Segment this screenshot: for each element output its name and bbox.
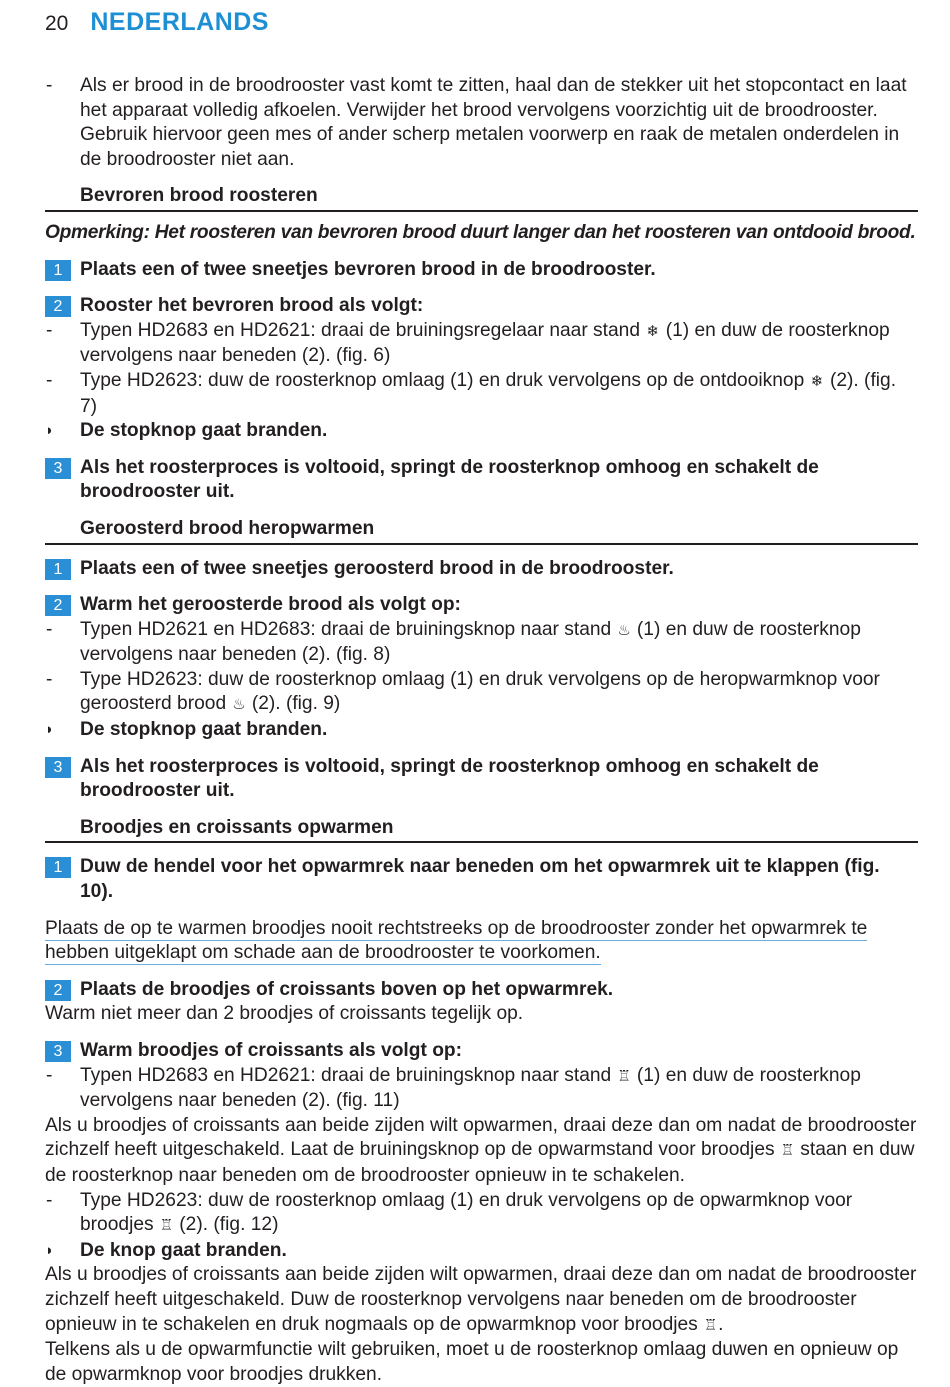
section-heading-buns: Broodjes en croissants opwarmen <box>45 816 918 844</box>
language-title: NEDERLANDS <box>90 8 269 36</box>
step-number: 3 <box>45 1041 71 1062</box>
step-text: Plaats een of twee sneetjes bevroren brood in de broodrooster. <box>80 258 656 280</box>
result-frozen: ◗ De stopknop gaat branden. <box>45 419 918 444</box>
step-buns-3 <box>45 1039 918 1064</box>
paragraph-buns-2: Als u broodjes of croissants aan beide zijden wilt opwarmen, draai deze dan om nadat de broodrooster zichzelf heeft uitgeschakeld. Duw de roosterknop vervolgens naar beneden om de broodrooster opnieuw in te schakelen en druk nogmaals op de opwarmknop voor broodjes ♖. <box>45 1263 918 1338</box>
warning-text: Plaats de op te warmen broodjes nooit rechtstreeks op de broodrooster zonder het opwarmrek te hebben uitgeklapt om schade aan de broodrooster te voorkomen. <box>45 917 868 964</box>
snowflake-icon: ❄ <box>646 322 660 340</box>
bun-warming-icon: ♖ <box>780 1142 795 1160</box>
note-frozen: Opmerking: Het roosteren van bevroren brood duurt langer dan het roosteren van ontdooid brood. <box>45 221 916 243</box>
step-text: Rooster het bevroren brood als volgt: <box>80 295 424 317</box>
step-frozen-3 <box>45 456 918 505</box>
page-number: 20 <box>45 12 69 35</box>
step-text: Plaats de broodjes of croissants boven op het opwarmrek. <box>80 978 614 1000</box>
section-heading-frozen: Bevroren brood roosteren <box>45 184 918 212</box>
step-reheat-1 <box>45 557 918 582</box>
step-number: 3 <box>45 757 71 778</box>
step-number: 3 <box>45 458 71 479</box>
bullet-buns-1: - Typen HD2683 en HD2621: draai de bruiningsknop naar stand ♖ (1) en duw de roosterknop vervolgens naar beneden (2). (fig. 11) <box>45 1064 918 1114</box>
step-text: Warm het geroosterde brood als volgt op: <box>80 594 461 616</box>
intro-bullet: - Als er brood in de broodrooster vast komt te zitten, haal dan de stekker uit het stopcontact en laat het apparaat volledig afkoelen. Verwijder het brood vervolgens voorzichtig uit de broodrooster. Gebruik hiervoor geen mes of ander scherp metalen voorwerp en raak de metalen onderdelen in de broodrooster niet aan. <box>45 74 918 172</box>
step-number: 2 <box>45 296 71 317</box>
paragraph-buns-3: Telkens als u de opwarmfunctie wilt gebruiken, moet u de roosterknop omlaag duwen en opnieuw op de opwarmknop voor broodjes drukken. <box>45 1339 899 1385</box>
step-buns-1 <box>45 855 918 904</box>
page-content <box>45 74 918 1387</box>
step-text: Als het roosterproces is voltooid, springt de roosterknop omhoog en schakelt de broodrooster uit. <box>80 755 819 802</box>
bun-warming-icon: ♖ <box>617 1067 631 1085</box>
bullet-reheat-2: - Type HD2623: duw de roosterknop omlaag (1) en druk vervolgens op de heropwarmknop voor geroosterd brood ♨ (2). (fig. 9) <box>45 668 918 718</box>
bullet-frozen-1: - Typen HD2683 en HD2621: draai de bruiningsregelaar naar stand ❄ (1) en duw de roosterknop vervolgens naar beneden (2). (fig. 6) <box>45 319 918 369</box>
bullet-frozen-2: - Type HD2623: duw de roosterknop omlaag (1) en druk vervolgens op de ontdooiknop ❄ (2). (fig. 7) <box>45 369 918 419</box>
page-header <box>45 8 269 42</box>
step-text: Warm broodjes of croissants als volgt op: <box>80 1040 463 1061</box>
toast-reheat-icon: ♨ <box>232 696 246 714</box>
step-frozen-1 <box>45 258 918 283</box>
step-number: 1 <box>45 857 71 878</box>
step-text: Plaats een of twee sneetjes geroosterd brood in de broodrooster. <box>80 557 674 579</box>
result-reheat: ◗ De stopknop gaat branden. <box>45 718 918 743</box>
paragraph-buns-1: Als u broodjes of croissants aan beide zijden wilt opwarmen, draai deze dan om nadat de broodrooster zichzelf heeft uitgeschakeld. Laat de bruiningsknop op de opwarmstand voor broodjes ♖ staan en duw de roosterknop naar beneden om de broodrooster opnieuw in te schakelen. <box>45 1114 917 1186</box>
bun-warming-icon: ♖ <box>703 1316 718 1334</box>
step-buns-2 <box>45 978 918 1003</box>
step-buns-2-note: Warm niet meer dan 2 broodjes of croissants tegelijk op. <box>45 1003 524 1025</box>
result-buns: ◗ De knop gaat branden. <box>45 1239 918 1264</box>
step-reheat-3 <box>45 755 918 804</box>
snowflake-icon: ❄ <box>810 372 824 390</box>
bullet-buns-2: - Type HD2623: duw de roosterknop omlaag (1) en druk vervolgens op de opwarmknop voor broodjes ♖ (2). (fig. 12) <box>45 1189 918 1239</box>
step-number: 1 <box>45 260 71 281</box>
toast-reheat-icon: ♨ <box>617 621 631 639</box>
step-number: 2 <box>45 980 71 1001</box>
step-number: 1 <box>45 559 71 580</box>
bun-warming-icon: ♖ <box>159 1217 174 1235</box>
step-reheat-2 <box>45 593 918 618</box>
bullet-reheat-1: - Typen HD2621 en HD2683: draai de bruiningsknop naar stand ♨ (1) en duw de roosterknop vervolgens naar beneden (2). (fig. 8) <box>45 618 918 668</box>
step-text: Als het roosterproces is voltooid, springt de roosterknop omhoog en schakelt de broodrooster uit. <box>80 456 819 503</box>
step-frozen-2 <box>45 294 918 319</box>
step-number: 2 <box>45 595 71 616</box>
section-heading-reheat: Geroosterd brood heropwarmen <box>45 517 918 545</box>
step-text: Duw de hendel voor het opwarmrek naar beneden om het opwarmrek uit te klappen (fig. 10). <box>80 856 880 903</box>
